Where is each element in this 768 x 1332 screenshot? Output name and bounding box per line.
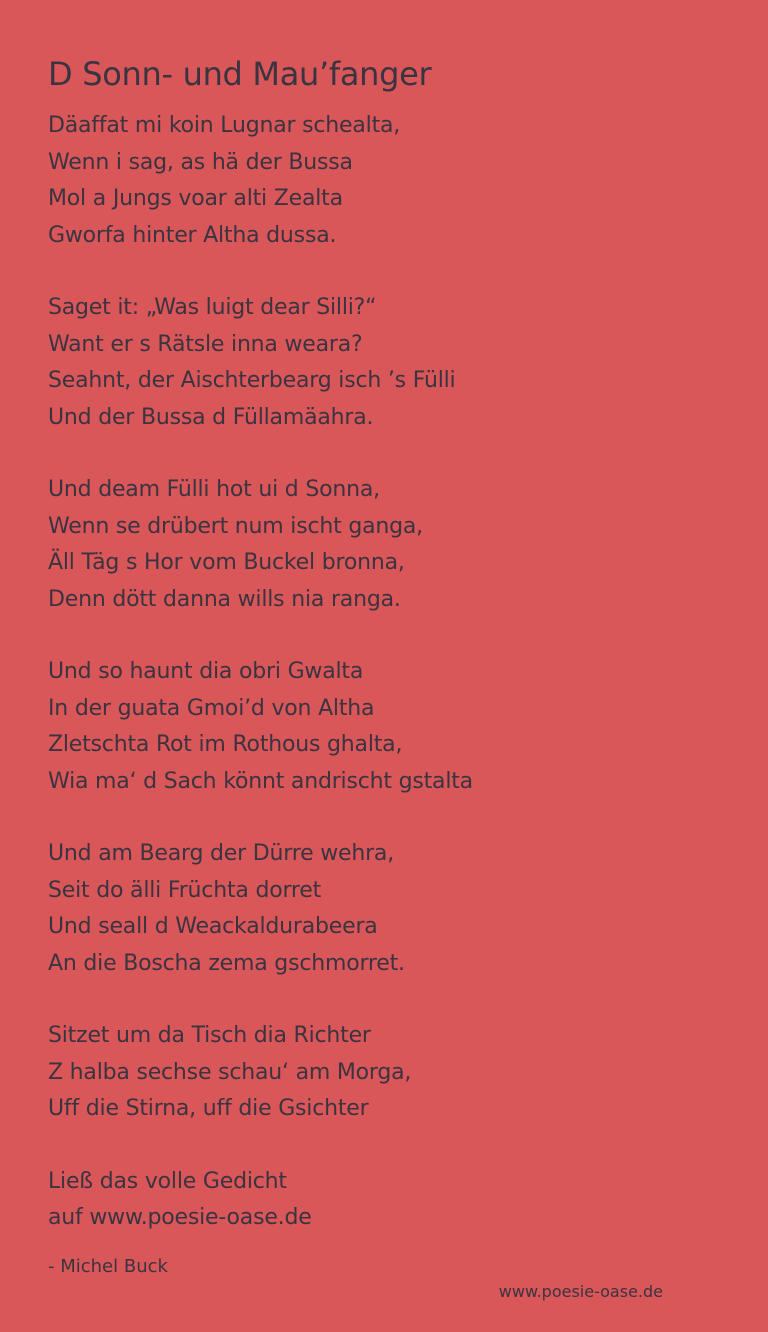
poem-line: Seit do älli Früchta dorret: [48, 877, 322, 903]
poem-line: Sitzet um da Tisch dia Richter: [48, 1023, 371, 1048]
poem-line: In der guata Gmoi’d von Altha: [48, 695, 375, 721]
stanza-1: [48, 108, 728, 254]
poem-line: Uff die Stirna, uff die Gsichter: [48, 1096, 369, 1121]
cta-line: Ließ das volle Gedicht: [48, 1168, 287, 1194]
poem-title: D Sonn- und Mau’fanger: [48, 55, 432, 93]
poem-line: Z halba sechse schau‘ am Morga,: [48, 1059, 412, 1085]
footer-website-url: www.poesie-oase.de: [498, 1282, 663, 1301]
read-full-poem-note: [48, 1164, 728, 1237]
poem-line: Däaffat mi koin Lugnar schealta,: [48, 113, 401, 138]
poem-line: Wenn i sag, as hä der Bussa: [48, 149, 353, 175]
poem-line: Und der Bussa d Füllamäahra.: [48, 404, 374, 430]
poem-line: Wia ma‘ d Sach könnt andrischt gstalta: [48, 768, 473, 794]
poem-line: Und seall d Weackaldurabeera: [48, 914, 378, 939]
stanza-2: [48, 290, 728, 436]
poem-line: Gworfa hinter Altha dussa.: [48, 222, 337, 248]
poem-line: Und so haunt dia obri Gwalta: [48, 659, 364, 684]
poem-line: Äll Täg s Hor vom Buckel bronna,: [48, 550, 405, 575]
poem-line: Wenn se drübert num ischt ganga,: [48, 513, 423, 539]
poem-line: An die Boscha zema gschmorret.: [48, 950, 405, 976]
poem-line: Saget it: „Was luigt dear Silli?“: [48, 295, 377, 320]
poem-line: Zletschta Rot im Rothous ghalta,: [48, 732, 403, 757]
poem-author: - Michel Buck: [48, 1255, 168, 1277]
poem-line: Denn dött danna wills nia ranga.: [48, 586, 401, 612]
poem-line: Mol a Jungs voar alti Zealta: [48, 186, 343, 211]
poem-line: Want er s Rätsle inna weara?: [48, 331, 363, 357]
stanza-5: [48, 836, 728, 982]
stanza-6: [48, 1018, 728, 1128]
cta-line: auf www.poesie-oase.de: [48, 1205, 312, 1230]
stanza-4: [48, 654, 728, 800]
poem-line: Und deam Fülli hot ui d Sonna,: [48, 477, 380, 502]
stanza-3: [48, 472, 728, 618]
poem-line: Und am Bearg der Dürre wehra,: [48, 841, 394, 866]
poem-line: Seahnt, der Aischterbearg isch ’s Fülli: [48, 368, 456, 393]
poem-container: [48, 52, 728, 1279]
